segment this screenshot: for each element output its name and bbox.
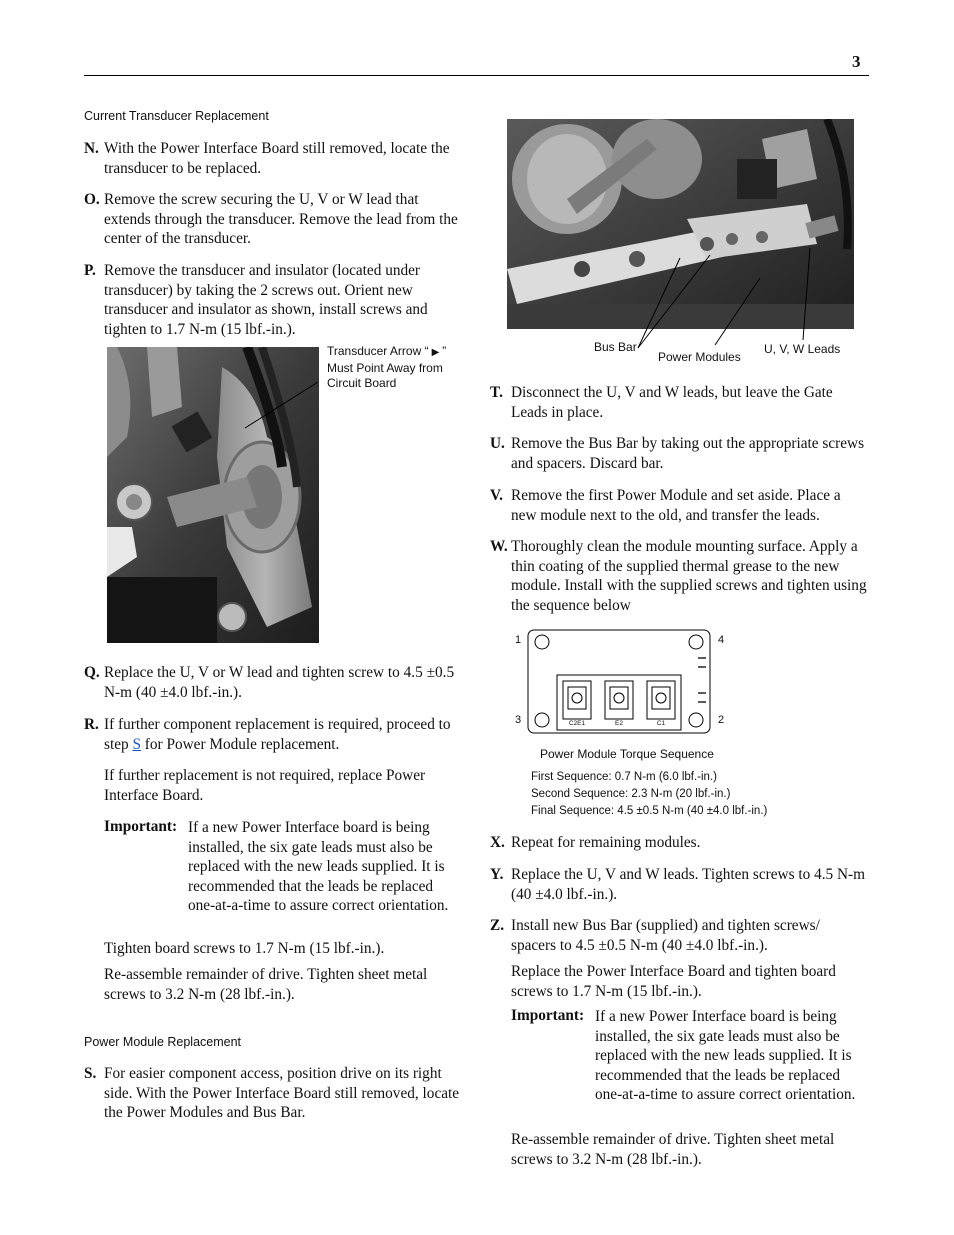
screw-hole-2 xyxy=(689,713,703,727)
photo-callout-line xyxy=(240,380,320,430)
diagram-title: Power Module Torque Sequence xyxy=(540,747,714,761)
step-r xyxy=(84,715,462,754)
screw-hole-1 xyxy=(535,635,549,649)
step-text: Replace the U, V and W leads. Tighten screws to 4.5 N-m (40 ±4.0 lbf.-in.). xyxy=(511,866,866,903)
torque-sequence-item: First Sequence: 0.7 N-m (6.0 lbf.-in.) xyxy=(531,771,717,783)
step-s-link[interactable]: S xyxy=(132,735,141,753)
step-label: W. xyxy=(490,538,508,555)
step-label: T. xyxy=(490,384,503,401)
torque-sequence-list xyxy=(531,769,767,820)
step-z xyxy=(490,916,868,955)
caption-text: Circuit Board xyxy=(327,376,397,390)
corner-label-2: 2 xyxy=(718,714,725,726)
step-t xyxy=(490,383,868,422)
step-label: Z. xyxy=(490,917,505,934)
important-text: If a new Power Interface board is being installed, the six gate leads must also be replaced with the new leads supplied. It is recommended that the leads be replaced one-at-a-time to assure correct orientation. xyxy=(188,819,449,915)
step-label: S. xyxy=(84,1065,97,1082)
step-text: Repeat for remaining modules. xyxy=(511,834,701,851)
step-p xyxy=(84,261,462,339)
step-w xyxy=(490,537,868,615)
terminal-label: C2E1 xyxy=(568,720,586,727)
terminal-label: E2 xyxy=(615,720,623,727)
step-text: Install new Bus Bar (supplied) and tighten screws/ spacers to 4.5 ±0.5 N-m (40 ±4.0 lbf.-in.). xyxy=(511,917,820,954)
step-y xyxy=(490,865,868,904)
step-text: For easier component access, position drive on its right side. With the Power Interface Board still removed, locate the Power Modules and Bus Bar. xyxy=(104,1065,460,1122)
step-label: O. xyxy=(84,191,100,208)
paragraph-reassemble: Re-assemble remainder of drive. Tighten sheet metal screws to 3.2 N-m (28 lbf.-in.). xyxy=(104,966,428,1003)
paragraph-not-required: If further replacement is not required, replace Power Interface Board. xyxy=(104,767,426,804)
step-text: Remove the transducer and insulator (located under transducer) by taking the 2 screws out. Orient new transducer and insulator as shown, install screws and tighten to 1.7 N-m (15 lbf.-in.). xyxy=(104,262,428,338)
step-text: Remove the first Power Module and set aside. Place a new module next to the old, and transfer the leads. xyxy=(511,487,841,524)
uvw-leads-label: U, V, W Leads xyxy=(764,342,841,356)
photo-callout-lines xyxy=(600,240,860,350)
header-rule xyxy=(84,75,869,76)
important-text: If a new Power Interface board is being installed, the six gate leads must also be replaced with the new leads supplied. It is recommended that the leads be replaced one-at-a-time to assure correct orientation. xyxy=(595,1008,856,1104)
photo-caption xyxy=(327,344,477,392)
caption-text: ” xyxy=(442,344,447,358)
step-text: Remove the Bus Bar by taking out the appropriate screws and spacers. Discard bar. xyxy=(511,435,865,472)
step-n xyxy=(84,139,462,178)
step-label: Y. xyxy=(490,866,504,883)
corner-label-1: 1 xyxy=(515,634,522,646)
step-label: Q. xyxy=(84,664,100,681)
section-heading-current-transducer: Current Transducer Replacement xyxy=(84,109,269,123)
page-number: 3 xyxy=(852,52,861,71)
torque-sequence-item: Second Sequence: 2.3 N-m (20 lbf.-in.) xyxy=(531,788,731,800)
screw-hole-4 xyxy=(689,635,703,649)
step-label: U. xyxy=(490,435,505,452)
paragraph-reassemble: Re-assemble remainder of drive. Tighten sheet metal screws to 3.2 N-m (28 lbf.-in.). xyxy=(511,1131,835,1168)
corner-label-3: 3 xyxy=(515,714,522,726)
paragraph-tighten: Tighten board screws to 1.7 N-m (15 lbf.-in.). xyxy=(104,940,385,957)
section-heading-power-module: Power Module Replacement xyxy=(84,1035,242,1049)
step-v xyxy=(490,486,868,525)
corner-label-4: 4 xyxy=(718,634,725,646)
caption-text: Transducer Arrow “ xyxy=(327,344,429,358)
step-label: V. xyxy=(490,487,503,504)
step-label: P. xyxy=(84,262,96,279)
step-text: With the Power Interface Board still removed, locate the transducer to be replaced. xyxy=(104,140,450,177)
torque-sequence-item: Final Sequence: 4.5 ±0.5 N-m (40 ±4.0 lbf.-in.) xyxy=(531,805,768,817)
step-label: R. xyxy=(84,716,99,733)
important-label: Important: xyxy=(104,818,178,835)
step-u xyxy=(490,434,868,473)
step-text: for Power Module replacement. xyxy=(140,735,340,753)
bus-bar-label: Bus Bar xyxy=(594,340,637,354)
step-text: Replace the U, V or W lead and tighten screw to 4.5 ±0.5 N-m (40 ±4.0 lbf.-in.). xyxy=(104,664,455,701)
step-text: Remove the screw securing the U, V or W lead that extends through the transducer. Remove the lead from the center of the transducer. xyxy=(104,191,458,248)
important-label: Important: xyxy=(511,1007,585,1024)
power-modules-label: Power Modules xyxy=(658,350,741,364)
screw-hole-3 xyxy=(535,713,549,727)
caption-text: Must Point Away from xyxy=(327,360,443,375)
terminal-label: C1 xyxy=(656,720,666,727)
step-o xyxy=(84,190,462,249)
arrow-right-icon: ▶ xyxy=(431,347,440,358)
step-q xyxy=(84,663,462,702)
step-label: N. xyxy=(84,140,99,157)
step-label: X. xyxy=(490,834,505,851)
step-text: Thoroughly clean the module mounting surface. Apply a thin coating of the supplied thermal grease to the new module. Install with the supplied screws and tighten using the sequence below xyxy=(511,538,867,614)
step-text: If further component replacement is required, proceed to step xyxy=(104,716,451,753)
paragraph-replace-board: Replace the Power Interface Board and tighten board screws to 1.7 N-m (15 lbf.-in.). xyxy=(511,963,836,1000)
step-s xyxy=(84,1064,462,1123)
step-text: Disconnect the U, V and W leads, but leave the Gate Leads in place. xyxy=(511,384,833,421)
step-x xyxy=(490,833,868,853)
